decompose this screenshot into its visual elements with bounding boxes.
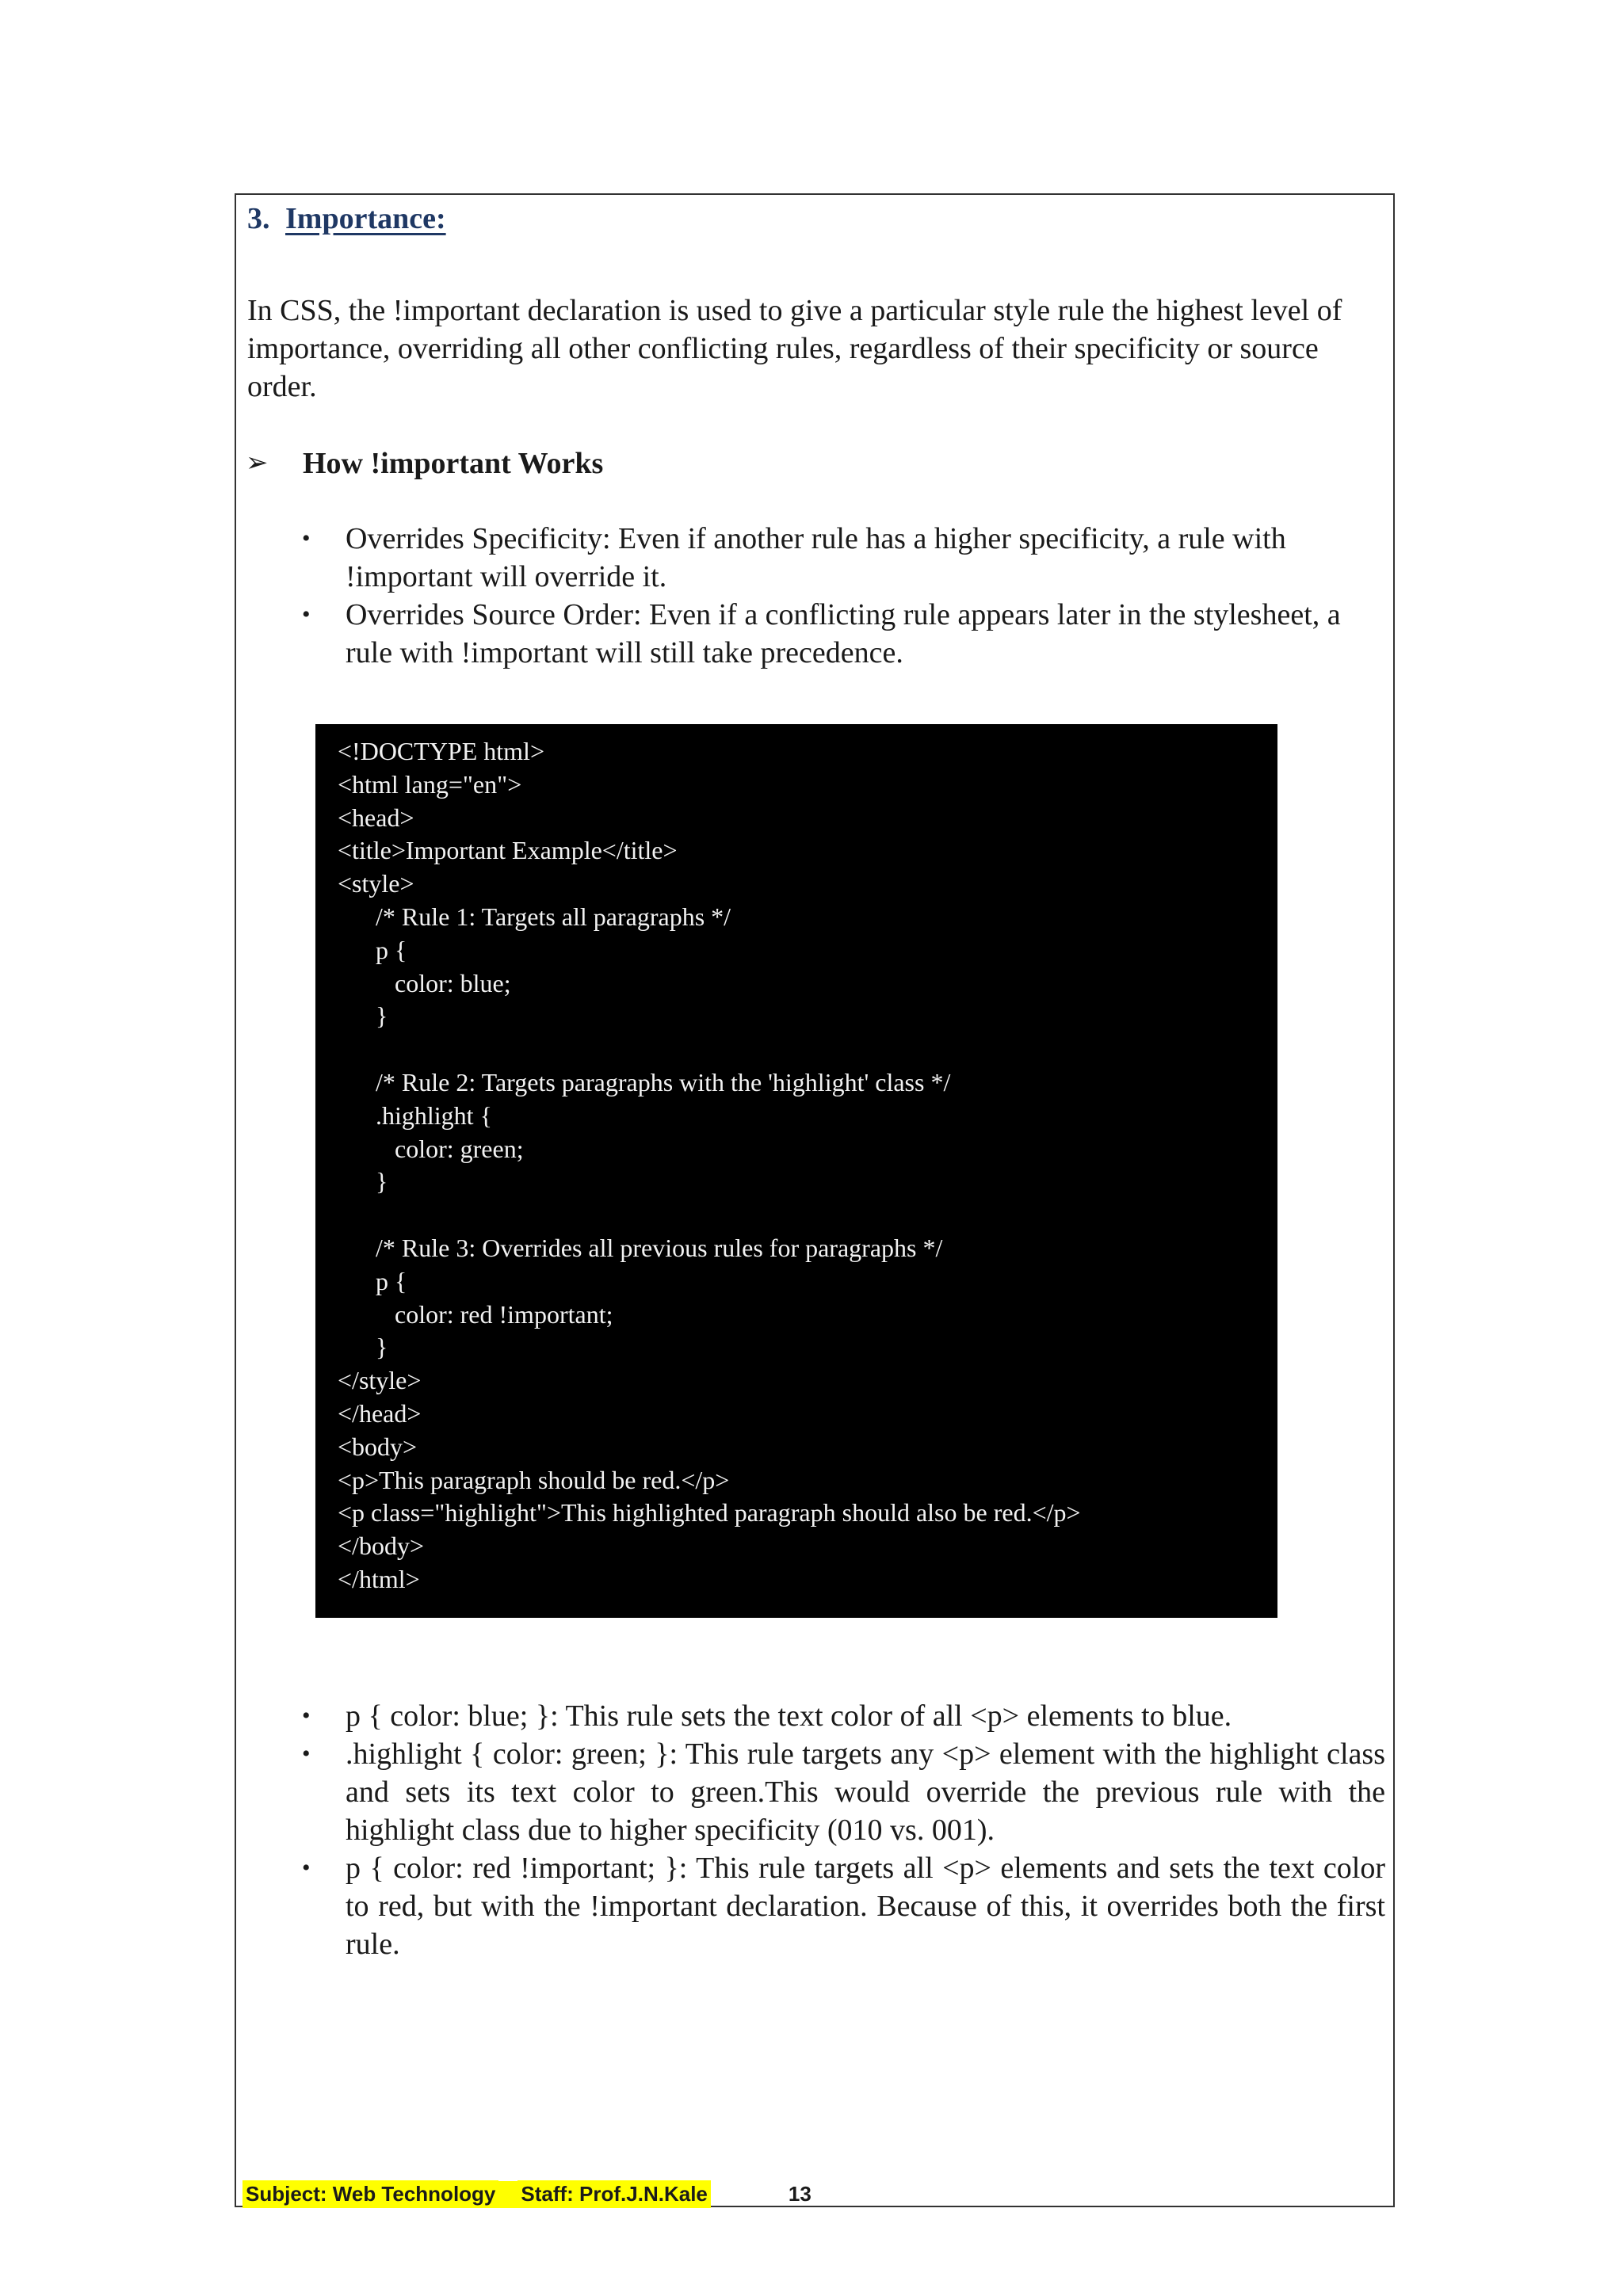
footer-highlight-gap [498, 2181, 517, 2208]
section-title: Importance: [285, 202, 446, 235]
code-line: p { [338, 1266, 407, 1295]
code-line [338, 1033, 1277, 1066]
bullet-icon: • [302, 1703, 311, 1729]
code-block [315, 724, 1277, 1618]
footer-subject: Subject: Web Technology [242, 2180, 498, 2208]
bullet-icon: • [302, 601, 311, 627]
bullet-icon: • [302, 1855, 311, 1881]
code-line: p { [338, 935, 407, 964]
page-footer [242, 2180, 812, 2208]
code-line: <style> [338, 869, 414, 898]
section-number: 3. [247, 202, 270, 235]
code-line: <body> [338, 1432, 418, 1461]
page-number: 13 [788, 2182, 812, 2206]
intro-text: In CSS, the !important declaration is used to give a particular style rule the highest level of importance, overriding all other conflicting rules, regardless of their specificity or source order. [247, 294, 1342, 403]
code-line: <head> [338, 803, 414, 832]
code-line: color: green; [338, 1134, 524, 1163]
subheading-title: How !important Works [303, 447, 604, 480]
code-line: } [338, 1333, 388, 1362]
list-item-text: Overrides Specificity: Even if another rule has a higher specificity, a rule with !important will override it. [346, 522, 1286, 593]
intro-paragraph [247, 292, 1373, 406]
code-line: } [338, 1167, 388, 1196]
code-line: </head> [338, 1398, 422, 1428]
bullet-icon: • [302, 1741, 311, 1767]
list-item [302, 596, 1376, 672]
list-item-text: Overrides Source Order: Even if a conflicting rule appears later in the stylesheet, a rule with !important will still take precedence. [346, 598, 1341, 669]
arrow-bullet-icon: ➢ [246, 448, 269, 478]
code-line: <title>Important Example</title> [338, 836, 678, 865]
top-bullet-list [302, 520, 1376, 672]
list-item [302, 1697, 1385, 1735]
code-line: color: blue; [338, 968, 511, 997]
list-item-text: p { color: red !important; }: This rule targets all <p> elements and sets the text color to red, but with the !important declaration. Because of this, it overrides both the first rule. [346, 1852, 1385, 1961]
section-heading [247, 195, 446, 242]
code-line: </body> [338, 1531, 424, 1561]
bottom-bullet-list [302, 1697, 1385, 1963]
list-item [302, 520, 1376, 596]
list-item [302, 1735, 1385, 1849]
code-line: /* Rule 1: Targets all paragraphs */ [338, 902, 731, 931]
code-line: } [338, 1001, 388, 1031]
list-item-text: .highlight { color: green; }: This rule targets any <p> element with the highlight class and sets its text color to green.This would override the previous rule with the highlight class due to higher specificity (010 vs. 001). [346, 1737, 1385, 1847]
code-line: .highlight { [338, 1100, 492, 1130]
code-line: </html> [338, 1564, 420, 1593]
code-line [338, 1199, 1277, 1232]
list-item-text: p { color: blue; }: This rule sets the text color of all <p> elements to blue. [346, 1699, 1232, 1733]
code-line: </style> [338, 1366, 422, 1395]
code-line: <p class="highlight">This highlighted paragraph should also be red.</p> [338, 1498, 1081, 1527]
footer-staff: Staff: Prof.J.N.Kale [517, 2180, 711, 2208]
bullet-icon: • [302, 525, 311, 551]
subheading [246, 444, 603, 483]
code-line: <html lang="en"> [338, 769, 522, 799]
list-item [302, 1849, 1385, 1963]
code-line: /* Rule 2: Targets paragraphs with the 'highlight' class */ [338, 1067, 951, 1097]
code-line: /* Rule 3: Overrides all previous rules for paragraphs */ [338, 1233, 943, 1262]
code-line: color: red !important; [338, 1299, 613, 1329]
code-line: <p>This paragraph should be red.</p> [338, 1465, 730, 1494]
code-line: <!DOCTYPE html> [338, 737, 544, 765]
